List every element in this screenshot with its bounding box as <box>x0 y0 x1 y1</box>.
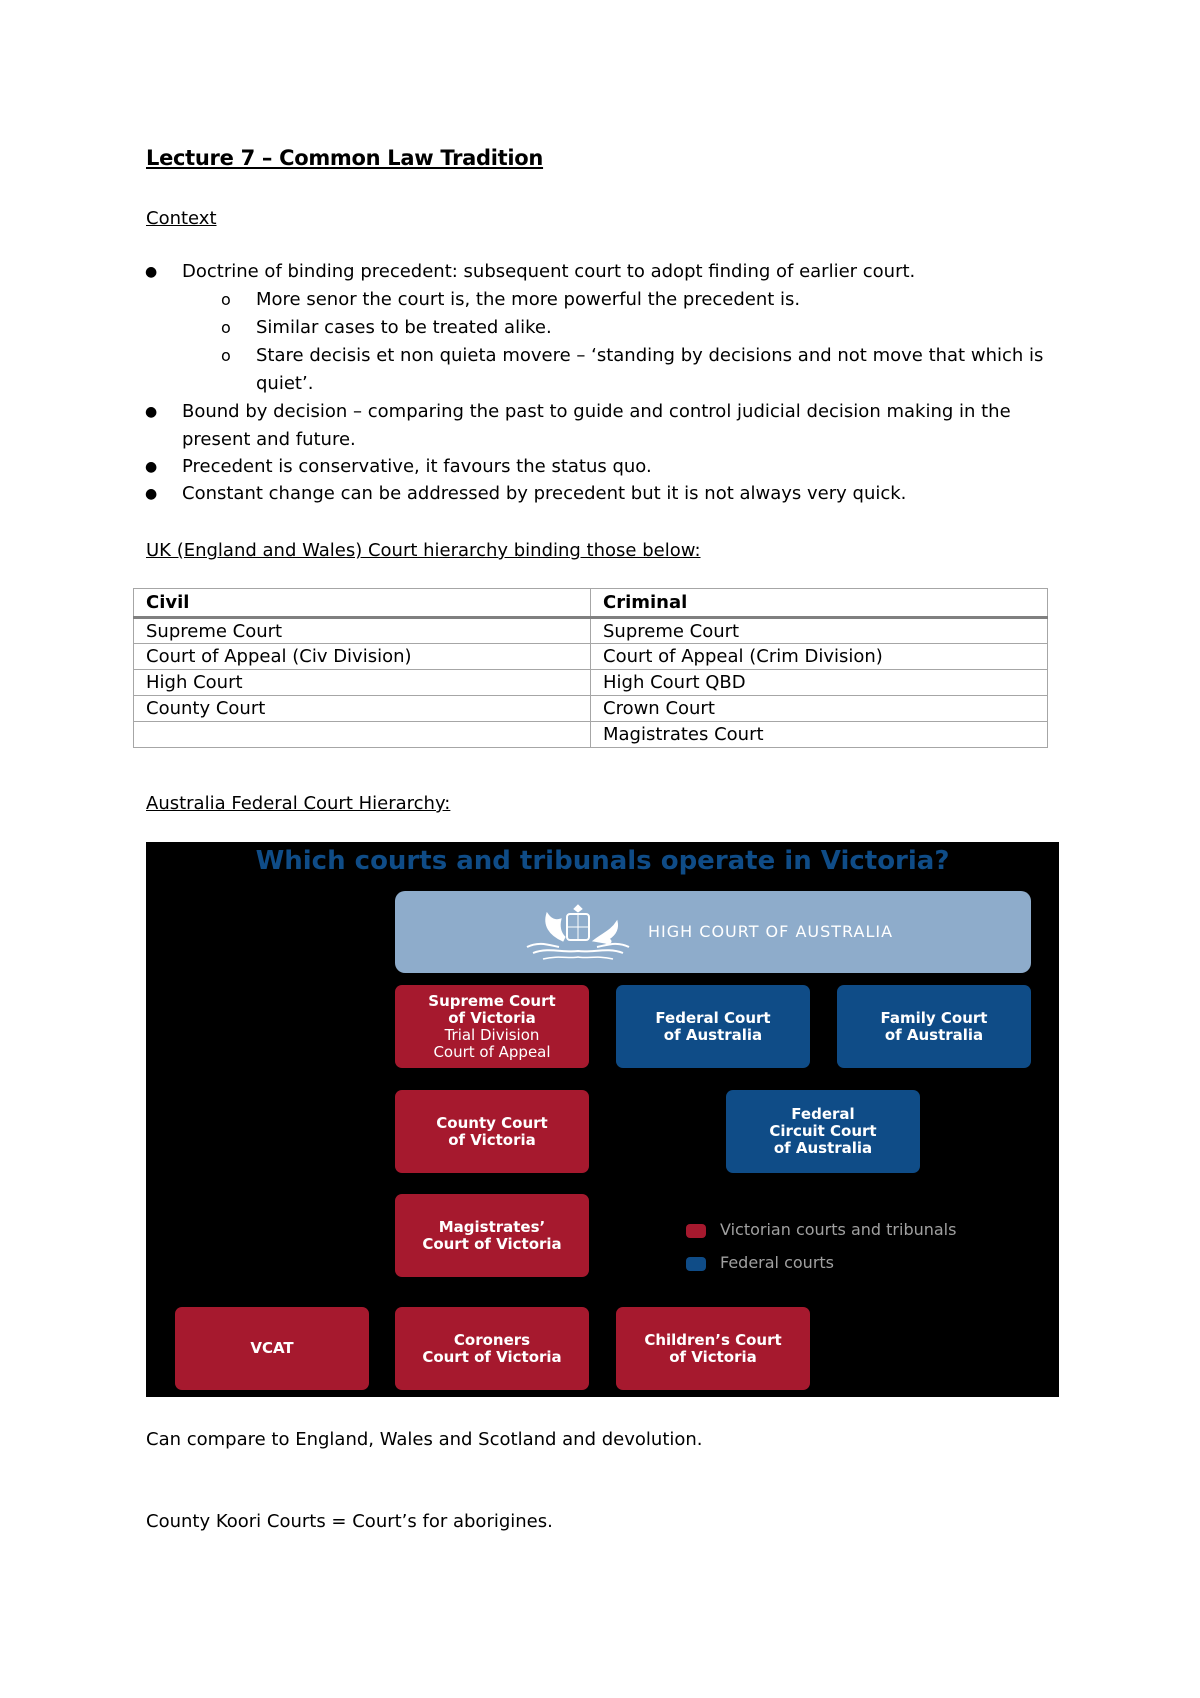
box-label: of Australia <box>663 1025 763 1044</box>
federal-court-box <box>616 985 810 1068</box>
box-label: VCAT <box>250 1339 294 1357</box>
table-header-cell: Criminal <box>591 589 1048 618</box>
bullet-marker: ● <box>145 404 158 420</box>
sub-bullet-marker: o <box>221 318 231 337</box>
box-label: Federal Court <box>655 1008 771 1027</box>
box-label: of Victoria <box>669 1347 757 1366</box>
diagram-title: Which courts and tribunals operate in Victoria? <box>255 846 950 876</box>
list-item: Doctrine of binding precedent: subsequent court to adopt finding of earlier court. <box>182 261 916 282</box>
coroners-court-box <box>395 1307 589 1390</box>
box-label: of Australia <box>773 1139 873 1157</box>
table-header-row <box>134 589 1048 618</box>
uk-hierarchy-heading: UK (England and Wales) Court hierarchy binding those below: <box>146 540 701 561</box>
high-court-label: HIGH COURT OF AUSTRALIA <box>648 922 894 941</box>
coat-of-arms-icon <box>519 901 637 965</box>
table-cell: High Court QBD <box>591 670 1048 696</box>
sub-list-item: Stare decisis et non quieta movere – ‘standing by decisions and not move that which is <box>256 345 1044 366</box>
list-item: Precedent is conservative, it favours the status quo. <box>182 456 652 477</box>
table-cell: County Court <box>134 696 591 722</box>
legend-label-victorian: Victorian courts and tribunals <box>720 1220 957 1239</box>
table-cell: Court of Appeal (Crim Division) <box>591 644 1048 670</box>
court-hierarchy-diagram <box>146 842 1059 1397</box>
closing-paragraph: Can compare to England, Wales and Scotland and devolution. <box>146 1429 703 1450</box>
table-header-cell: Civil <box>134 589 591 618</box>
table-cell: Magistrates Court <box>591 722 1048 748</box>
australia-hierarchy-heading: Australia Federal Court Hierarchy: <box>146 793 451 814</box>
box-label: Court of Victoria <box>422 1234 562 1253</box>
table-cell <box>134 722 591 748</box>
table-cell: Supreme Court <box>591 618 1048 644</box>
bullet-marker: ● <box>145 264 158 280</box>
box-label: of Victoria <box>448 1008 536 1027</box>
table-cell: Court of Appeal (Civ Division) <box>134 644 591 670</box>
box-label: Supreme Court <box>428 991 556 1010</box>
table-cell: Supreme Court <box>134 618 591 644</box>
table-row <box>134 644 1048 670</box>
box-label: Children’s Court <box>644 1330 782 1349</box>
magistrates-court-box <box>395 1194 589 1277</box>
box-label: Magistrates’ <box>438 1217 546 1236</box>
childrens-court-box <box>616 1307 810 1390</box>
county-court-box <box>395 1090 589 1173</box>
box-label: Court of Appeal <box>433 1042 551 1061</box>
box-label: of Victoria <box>448 1130 536 1149</box>
box-label: Coroners <box>453 1330 531 1349</box>
list-item: Constant change can be addressed by precedent but it is not always very quick. <box>182 483 907 504</box>
uk-court-table <box>133 588 1048 748</box>
box-label: County Court <box>436 1113 548 1132</box>
high-court-box <box>395 891 1031 973</box>
box-label: of Australia <box>884 1025 984 1044</box>
family-court-box <box>837 985 1031 1068</box>
table-row <box>134 696 1048 722</box>
box-label: Trial Division <box>444 1025 540 1044</box>
sub-list-item: Similar cases to be treated alike. <box>256 317 552 338</box>
sub-bullet-marker: o <box>221 290 231 309</box>
bullet-marker: ● <box>145 486 158 502</box>
list-item: Bound by decision – comparing the past to guide and control judicial decision making in the <box>182 401 1011 422</box>
table-row <box>134 722 1048 748</box>
table-row <box>134 618 1048 644</box>
page-title: Lecture 7 – Common Law Tradition <box>146 146 544 170</box>
box-label: Federal <box>791 1105 855 1123</box>
legend-label-federal: Federal courts <box>720 1253 834 1272</box>
box-label: Court of Victoria <box>422 1347 562 1366</box>
vcat-box <box>175 1307 369 1390</box>
sub-list-item-continuation: quiet’. <box>256 373 314 394</box>
closing-paragraph: County Koori Courts = Court’s for aborigines. <box>146 1511 553 1532</box>
table-cell: High Court <box>134 670 591 696</box>
legend-swatch-federal <box>686 1257 706 1271</box>
box-label: Family Court <box>880 1008 988 1027</box>
table-row <box>134 670 1048 696</box>
supreme-court-box <box>395 985 589 1068</box>
sub-bullet-marker: o <box>221 346 231 365</box>
table-cell: Crown Court <box>591 696 1048 722</box>
list-item-continuation: present and future. <box>182 429 356 450</box>
bullet-marker: ● <box>145 459 158 475</box>
box-label: Circuit Court <box>769 1122 877 1140</box>
federal-circuit-court-box <box>726 1090 920 1173</box>
sub-list-item: More senor the court is, the more powerful the precedent is. <box>256 289 801 310</box>
context-heading: Context <box>146 208 217 229</box>
legend-swatch-victorian <box>686 1224 706 1238</box>
